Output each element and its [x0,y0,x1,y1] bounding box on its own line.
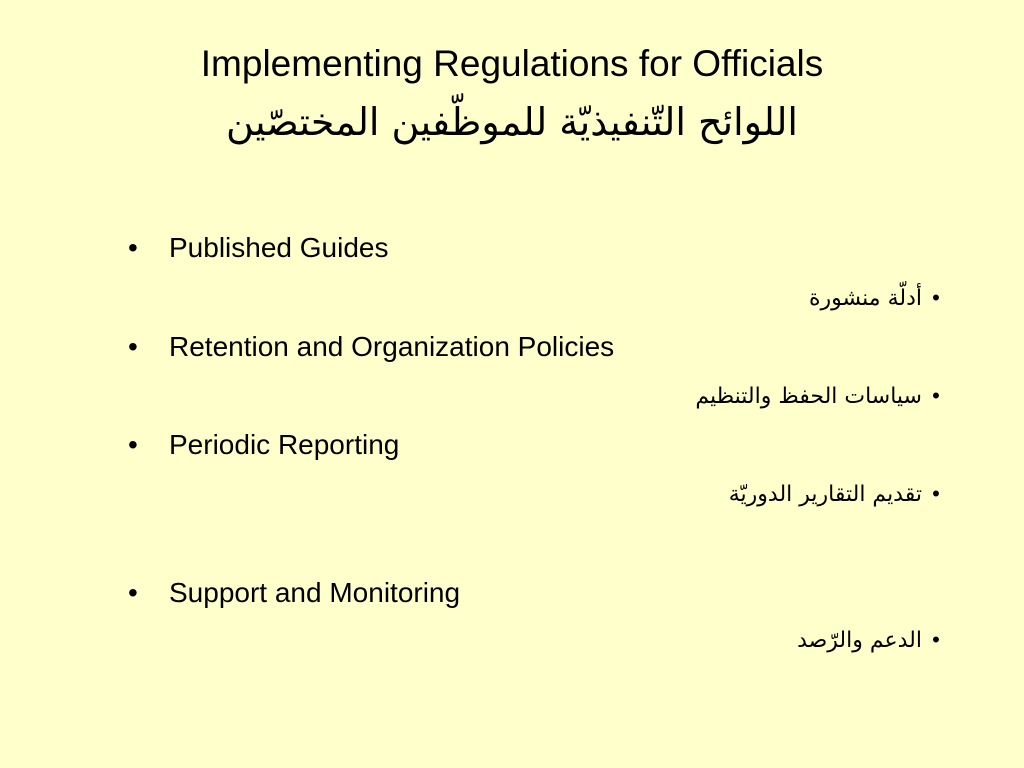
bullet-icon: • [932,481,940,506]
slide-title-arabic: اللوائح التّنفيذيّة للموظّفين المختصّين [226,100,798,144]
bullet-text: Retention and Organization Policies [169,331,615,362]
bullet-text: الدعم والرّصد [797,628,922,653]
bullet-item-english [128,576,460,610]
bullet-icon: • [128,232,138,263]
bullet-text: أدلّة منشورة [809,286,922,311]
bullet-text: Support and Monitoring [169,577,461,608]
bullet-item-english [128,231,388,265]
bullet-text: Periodic Reporting [169,429,400,460]
bullet-text: تقديم التقارير الدوريّة [728,482,922,507]
bullet-text: سياسات الحفظ والتنظيم [695,384,922,409]
bullet-icon: • [932,285,940,310]
bullet-item-arabic [695,381,950,412]
bullet-icon: • [932,627,940,652]
bullet-item-arabic [797,625,950,656]
bullet-item-arabic [729,479,950,510]
bullet-icon: • [128,429,138,460]
bullet-text: Published Guides [169,232,389,263]
slide-title-english: Implementing Regulations for Officials [200,43,824,84]
bullet-icon: • [128,577,138,608]
bullet-icon: • [932,383,940,408]
bullet-item-arabic [809,283,950,314]
bullet-item-english [128,330,614,364]
bullet-item-english [128,428,399,462]
bullet-icon: • [128,331,138,362]
